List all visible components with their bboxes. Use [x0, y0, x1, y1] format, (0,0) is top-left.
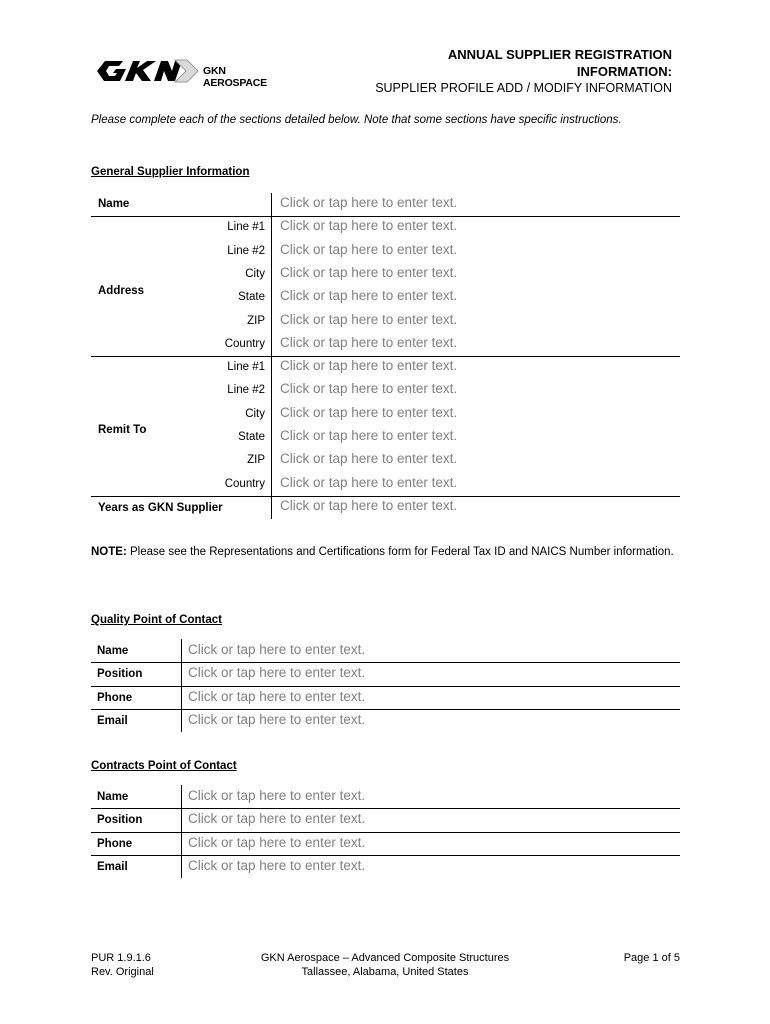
- note-text: [91, 545, 686, 561]
- row-separator: [91, 496, 680, 497]
- remit-country-label: Country: [224, 477, 265, 490]
- note-body: Please see the Representations and Certifications form for Federal Tax ID and NAICS Number information.: [126, 546, 674, 558]
- text-entry-field[interactable]: Click or tap here to enter text.: [280, 474, 458, 490]
- address-line-1-label: Line #1: [227, 221, 265, 234]
- text-entry-field[interactable]: Click or tap here to enter text.: [280, 264, 458, 280]
- row-separator: [91, 356, 680, 357]
- footer-company: GKN Aerospace – Advanced Composite Structures: [260, 952, 510, 964]
- note-label: NOTE:: [91, 546, 127, 558]
- footer-page-number: Page 1 of 5: [623, 952, 680, 964]
- text-entry-field[interactable]: Click or tap here to enter text.: [280, 451, 458, 467]
- general-section-heading: General Supplier Information: [91, 166, 250, 178]
- contracts-email-label: Email: [97, 860, 128, 873]
- intro-text: Please complete each of the sections detailed below. Note that some sections have specific instructions.: [91, 114, 622, 126]
- text-entry-field[interactable]: Click or tap here to enter text.: [280, 241, 458, 257]
- text-entry-field[interactable]: Click or tap here to enter text.: [280, 311, 458, 327]
- contracts-section-heading: Contracts Point of Contact: [91, 760, 237, 772]
- document-title-line2: INFORMATION:: [576, 64, 672, 79]
- quality-section-heading: Quality Point of Contact: [91, 614, 222, 626]
- contracts-position-field[interactable]: Click or tap here to enter text.: [188, 811, 366, 827]
- remit-line-2-label: Line #2: [227, 384, 265, 397]
- footer-doc-info: [91, 951, 154, 979]
- document-subtitle: SUPPLIER PROFILE ADD / MODIFY INFORMATION: [375, 81, 672, 95]
- text-entry-field[interactable]: Click or tap here to enter text.: [280, 358, 458, 374]
- address-city-label: City: [245, 267, 265, 280]
- address-country-label: Country: [224, 337, 265, 350]
- contracts-name-field[interactable]: Click or tap here to enter text.: [188, 788, 366, 803]
- remit-zip-label: ZIP: [247, 454, 265, 467]
- quality-position-label: Position: [97, 668, 143, 681]
- row-separator: [91, 709, 680, 710]
- address-label: Address: [98, 285, 145, 298]
- row-separator: [91, 686, 680, 687]
- contracts-phone-label: Phone: [97, 837, 133, 850]
- remit-to-label: Remit To: [98, 424, 147, 436]
- quality-name-field[interactable]: Click or tap here to enter text.: [188, 642, 366, 657]
- quality-position-field[interactable]: Click or tap here to enter text.: [188, 665, 366, 681]
- quality-phone-label: Phone: [97, 691, 133, 704]
- text-entry-field[interactable]: Click or tap here to enter text.: [280, 497, 458, 513]
- text-entry-field[interactable]: Click or tap here to enter text.: [280, 288, 458, 304]
- text-entry-field[interactable]: Click or tap here to enter text.: [280, 404, 458, 420]
- row-separator: [91, 662, 680, 663]
- contracts-email-field[interactable]: Click or tap here to enter text.: [188, 857, 366, 873]
- remit-city-label: City: [245, 407, 265, 420]
- row-separator: [91, 832, 680, 833]
- remit-state-label: State: [238, 431, 265, 443]
- footer-revision: Rev. Original: [91, 966, 154, 978]
- row-separator: [91, 855, 680, 856]
- address-zip-label: ZIP: [247, 314, 265, 327]
- remit-line-1-label: Line #1: [227, 361, 265, 374]
- address-line-2-label: Line #2: [227, 244, 265, 257]
- name-label: Name: [98, 198, 130, 210]
- row-separator: [91, 808, 680, 809]
- footer-company-info: [200, 951, 570, 979]
- text-entry-field[interactable]: Click or tap here to enter text.: [280, 428, 458, 443]
- logo-text: GKN AEROSPACE: [203, 65, 267, 89]
- text-entry-field[interactable]: Click or tap here to enter text.: [280, 381, 458, 397]
- quality-email-field[interactable]: Click or tap here to enter text.: [188, 711, 366, 727]
- row-separator: [91, 216, 680, 217]
- quality-email-label: Email: [97, 714, 128, 727]
- address-state-label: State: [238, 291, 265, 304]
- quality-name-label: Name: [97, 645, 129, 657]
- text-entry-field[interactable]: Click or tap here to enter text.: [280, 334, 458, 350]
- contracts-name-label: Name: [97, 791, 129, 803]
- years-label: Years as GKN Supplier: [98, 501, 223, 514]
- quality-phone-field[interactable]: Click or tap here to enter text.: [188, 688, 366, 704]
- contracts-phone-field[interactable]: Click or tap here to enter text.: [188, 834, 366, 850]
- gkn-logo: [95, 58, 285, 89]
- contracts-position-label: Position: [97, 814, 143, 827]
- footer-doc-id: PUR 1.9.1.6: [91, 952, 151, 964]
- document-title: ANNUAL SUPPLIER REGISTRATION: [447, 47, 672, 62]
- text-entry-field[interactable]: Click or tap here to enter text.: [280, 195, 458, 210]
- text-entry-field[interactable]: Click or tap here to enter text.: [280, 218, 458, 234]
- footer-location: Tallassee, Alabama, United States: [301, 966, 469, 978]
